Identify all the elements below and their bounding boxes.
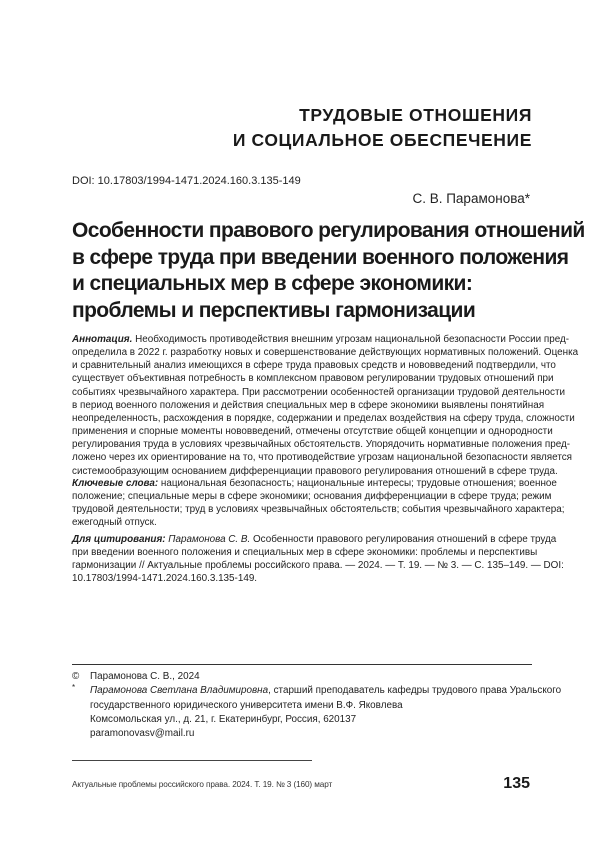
title-line: и специальных мер в сфере экономики: [72, 272, 473, 295]
author-address: Комсомольская ул., д. 21, г. Екатеринбург, Россия, 620137 [90, 713, 357, 725]
keywords-line: положение; специальные меры в сфере экономики; основания дифференциации в сфере труда; режим [72, 491, 552, 503]
author-affiliation: государственного юридического университета имени В.Ф. Яковлева [90, 699, 403, 711]
footnotes [72, 670, 562, 741]
abstract-line: существует объективная потребность в комплексном правовом регулировании трудовых отношений при [72, 373, 554, 385]
journal-footer: Актуальные проблемы российского права. 2024. Т. 19. № 3 (160) март [72, 780, 333, 789]
doi-link[interactable]: DOI: 10.17803/1994-1471.2024.160.3.135-149 [72, 175, 301, 187]
keywords-label: Ключевые слова: [72, 478, 159, 489]
keywords [72, 477, 565, 530]
title-line: Особенности правового регулирования отношений [72, 219, 585, 242]
abstract-label: Аннотация. [72, 334, 133, 345]
author-position: , старший преподаватель кафедры трудового права Уральского [268, 685, 562, 697]
citation-author: Парамонова С. В. [165, 534, 251, 545]
asterisk-icon: * [72, 683, 76, 693]
abstract-line: неопределенность, расхождения в порядке, содержании и пределах воздействия на сферу труда, сложности [72, 412, 575, 424]
abstract-line: событиях чрезвычайного характера. При рассмотрении особенностей организации трудовой деятельности [72, 386, 565, 398]
citation [72, 533, 564, 586]
author-email-link[interactable]: paramonovasv@mail.ru [90, 728, 195, 740]
page-number: 135 [503, 775, 530, 792]
abstract-line: Аннотация. Необходимость противодействия внешним угрозам национальной безопасности России пред- [72, 334, 570, 345]
abstract-line: в период военного положения и действия специальных мер в сфере экономики выявлены понятийная [72, 399, 545, 411]
citation-line: гармонизации // Актуальные проблемы российского права. — 2024. — Т. 19. — № 3. — С. 135–149. — DOI: [72, 560, 564, 572]
article-title [72, 218, 585, 324]
section-title-line-1: ТРУДОВЫЕ ОТНОШЕНИЯ [299, 105, 532, 125]
section-header [233, 103, 532, 153]
copyright-icon: © [72, 671, 80, 682]
copyright-text: Парамонова С. В., 2024 [90, 671, 200, 682]
footnote-divider [72, 664, 532, 665]
abstract-line: и сравнительный анализ имеющихся в сфере труда правовых средств и нововведений подтвердили, что [72, 360, 556, 372]
keywords-line: ежегодный отпуск. [72, 517, 157, 529]
author-full-name: Парамонова Светлана Владимировна [90, 685, 269, 697]
keywords-line: Ключевые слова: национальная безопасность; национальные интересы; трудовые отношения; военное [72, 478, 557, 489]
footer-divider [72, 760, 312, 761]
title-line: в сфере труда при введении военного положения [72, 245, 569, 269]
author-footnote [72, 683, 562, 698]
citation-line: Для цитирования: Парамонова С. В. Особенности правового регулирования отношений в сфере труда [72, 534, 557, 545]
keywords-line: трудовой деятельности; труд в условиях чрезвычайных обстоятельств; события чрезвычайного характера; [72, 504, 565, 516]
abstract-line: определила в 2022 г. разработку новых и совершенствование действующих нормативных положений. Оценка [72, 347, 579, 359]
abstract-line: системообразующим основанием дифференциации правового регулирования отношений в сфере труда. [72, 465, 558, 477]
author-name: С. В. Парамонова* [412, 191, 530, 206]
abstract-line: ложено через их ориентирование на то, что противодействие угрозам национальной безопасности является [72, 452, 573, 464]
citation-label: Для цитирования: [72, 534, 166, 545]
citation-line: при введении военного положения и специальных мер в сфере экономики: проблемы и перспективы [72, 547, 538, 559]
abstract-line: применения и спорные моменты нововведений, отмечены отсутствие общей концепции и однородности [72, 426, 553, 438]
abstract [72, 333, 579, 478]
copyright-footnote [72, 670, 542, 684]
citation-line: 10.17803/1994-1471.2024.160.3.135-149. [72, 573, 258, 585]
abstract-line: регулирования труда в условиях чрезвычайных обстоятельств. Упорядочить нормативные положения пред- [72, 439, 571, 451]
title-line: проблемы и перспективы гармонизации [72, 298, 476, 322]
section-title-line-2: И СОЦИАЛЬНОЕ ОБЕСПЕЧЕНИЕ [232, 130, 532, 150]
